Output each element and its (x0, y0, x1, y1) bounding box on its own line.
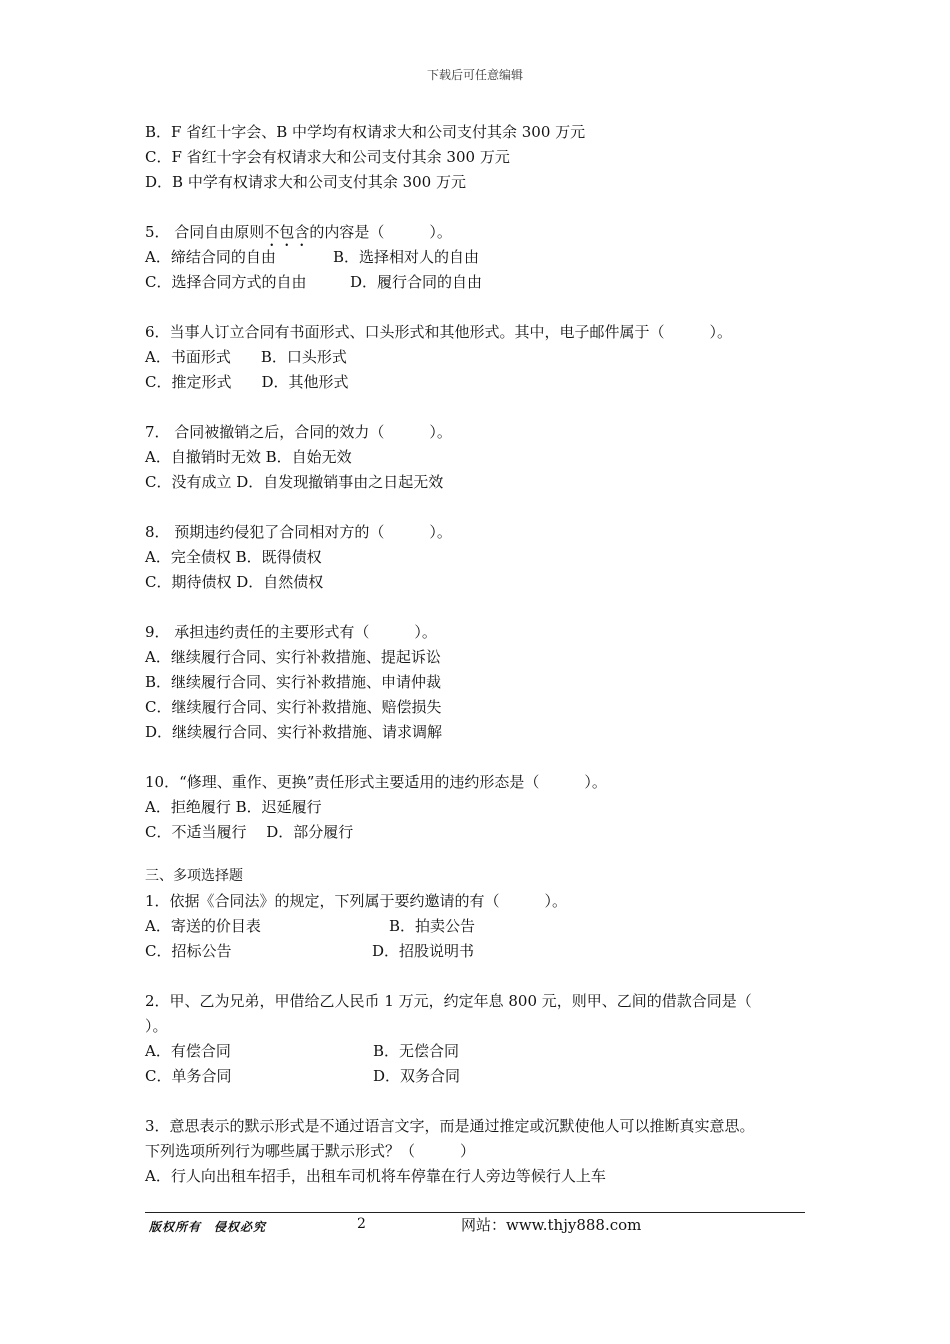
q5-option-a: A．缔结合同的自由 (145, 248, 276, 266)
page-header: 下载后可任意编辑 (426, 68, 523, 82)
m2-option-d: D．双务合同 (373, 1067, 461, 1085)
q5-option-b: B．选择相对人的自由 (333, 248, 480, 266)
footer-copyright: 版权所有 侵权必究 (149, 1220, 267, 1234)
q4-option-d: D．B 中学有权请求大和公司支付其余 300 万元 (145, 173, 466, 191)
m1-option-d: D．招股说明书 (372, 942, 475, 960)
m2-option-a: A．有偿合同 (145, 1042, 231, 1060)
q6-options-cd: C．推定形式 D．其他形式 (145, 373, 349, 391)
page-footer (145, 1210, 805, 1250)
q6-options-ab: A．书面形式 B．口头形式 (145, 348, 347, 366)
q10-stem: 10．“修理、重作、更换”责任形式主要适用的违约形态是（ ）。 (145, 773, 607, 791)
q7-options-cd: C．没有成立 D．自发现撤销事由之日起无效 (145, 473, 444, 491)
q5-stem (145, 220, 825, 245)
q9-option-a: A．继续履行合同、实行补救措施、提起诉讼 (145, 648, 441, 666)
q5-stem-post: 的内容是（ ）。 (309, 223, 452, 241)
m1-option-c: C．招标公告 (145, 942, 232, 960)
page-content (145, 120, 825, 1189)
m2-options-cd (145, 1064, 825, 1089)
q7-options-ab: A．自撤销时无效 B．自始无效 (145, 448, 352, 466)
q5-stem-pre: 5． 合同自由原则 (145, 223, 265, 241)
m3-stem-line2: 下列选项所列行为哪些属于默示形式？（ ） (145, 1142, 476, 1160)
m1-option-a: A．寄送的价目表 (145, 917, 261, 935)
q9-option-c: C．继续履行合同、实行补救措施、赔偿损失 (145, 698, 442, 716)
footer-website: 网站：www.thjy888.com (461, 1216, 642, 1234)
m2-option-c: C．单务合同 (145, 1067, 232, 1085)
q8-options-cd: C．期待债权 D．自然债权 (145, 573, 324, 591)
q5-options-ab (145, 245, 825, 270)
q9-stem: 9． 承担违约责任的主要形式有（ ）。 (145, 623, 437, 641)
q10-options-ab: A．拒绝履行 B．迟延履行 (145, 798, 322, 816)
q10-options-cd: C．不适当履行 D．部分履行 (145, 823, 354, 841)
m3-stem-line1: 3．意思表示的默示形式是不通过语言文字，而是通过推定或沉默使他人可以推断真实意思。 (145, 1117, 755, 1135)
q5-stem-emphasis: 不包含 (264, 223, 310, 241)
q4-option-c: C．F 省红十字会有权请求大和公司支付其余 300 万元 (145, 148, 510, 166)
footer-divider (145, 1212, 805, 1213)
q7-stem: 7． 合同被撤销之后，合同的效力（ ）。 (145, 423, 452, 441)
m2-option-b: B．无偿合同 (373, 1042, 460, 1060)
m2-options-ab (145, 1039, 825, 1064)
q5-option-c: C．选择合同方式的自由 (145, 273, 307, 291)
m3-option-a: A．行人向出租车招手，出租车司机将车停靠在行人旁边等候行人上车 (145, 1167, 606, 1185)
q5-option-d: D．履行合同的自由 (350, 273, 483, 291)
m1-options-ab (145, 914, 825, 939)
m2-stem-line1: 2．甲、乙为兄弟，甲借给乙人民币 1 万元，约定年息 800 元，则甲、乙间的借款合同是（ (145, 992, 752, 1010)
q5-options-cd (145, 270, 825, 295)
page-number: 2 (357, 1216, 366, 1232)
q9-option-b: B．继续履行合同、实行补救措施、申请仲裁 (145, 673, 442, 691)
m1-options-cd (145, 939, 825, 964)
section-title-multiple-choice: 三、多项选择题 (145, 868, 243, 884)
q4-option-b: B．F 省红十字会、B 中学均有权请求大和公司支付其余 300 万元 (145, 123, 586, 141)
m1-option-b: B．拍卖公告 (389, 917, 476, 935)
m1-stem: 1．依据《合同法》的规定，下列属于要约邀请的有（ ）。 (145, 892, 568, 910)
q8-options-ab: A．完全债权 B．既得债权 (145, 548, 322, 566)
q8-stem: 8． 预期违约侵犯了合同相对方的（ ）。 (145, 523, 452, 541)
m2-stem-line2: ）。 (145, 1017, 168, 1035)
q9-option-d: D．继续履行合同、实行补救措施、请求调解 (145, 723, 443, 741)
q6-stem: 6．当事人订立合同有书面形式、口头形式和其他形式。其中，电子邮件属于（ ）。 (145, 323, 733, 341)
